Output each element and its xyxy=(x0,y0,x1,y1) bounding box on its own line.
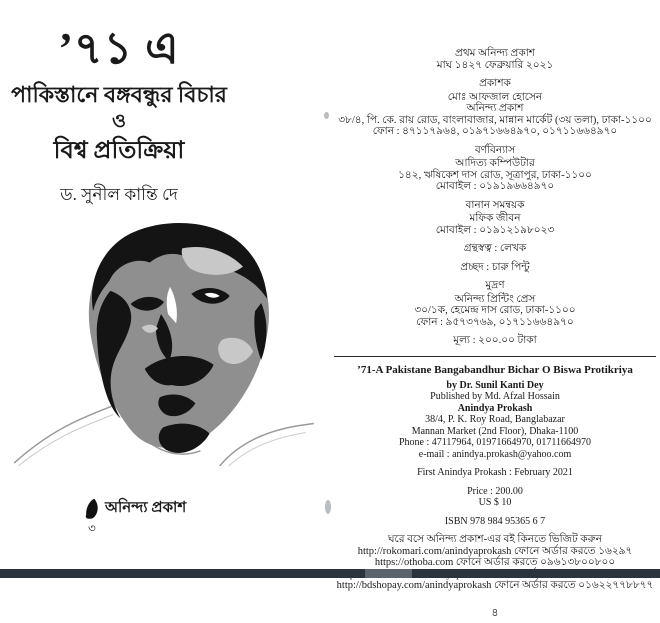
edition-line-2: মাঘ ১৪২৭ ফেব্রুয়ারি ২০২১ xyxy=(436,59,554,71)
anindya-prokash-logo-icon xyxy=(84,498,99,520)
scan-artifact xyxy=(324,112,329,119)
english-price-usd: US $ 10 xyxy=(478,497,512,508)
scan-artifact xyxy=(325,500,331,514)
cover-artist-line: প্রচ্ছদ : চারু পিন্টু xyxy=(460,261,530,273)
buy-online-heading: ঘরে বসে অনিন্দ্য প্রকাশ-এর বই কিনতে ভিজিট করুন xyxy=(387,534,603,545)
typesetting-heading: বর্ণবিন্যাস xyxy=(474,144,516,156)
book-title: ’৭১ এ xyxy=(58,24,180,73)
isbn-line: ISBN 978 984 95365 6 7 xyxy=(444,515,546,527)
publisher-phone: ফোন : ৪৭১১৭৯৬৪, ০১৯৭১৬৬৪৯৭০, ০১৭১১৬৬৪৯৭০ xyxy=(372,126,618,137)
typesetting-mobile: মোবাইল : ০১৯১৯৬৬৪৯৭০ xyxy=(435,181,555,192)
typesetting-address: ১৪২, ঋষিকেশ দাস রোড, সূত্রাপুর, ঢাকা-১১০০ xyxy=(398,169,592,181)
publisher-heading: প্রকাশক xyxy=(479,78,511,89)
edition-line-1: প্রথম অনিন্দ্য প্রকাশ xyxy=(455,48,535,59)
printing-press: অনিন্দ্য প্রিন্টিং প্রেস xyxy=(454,293,536,305)
spelling-name: মফিক জীবন xyxy=(469,213,521,224)
publisher-house: অনিন্দ্য প্রকাশ xyxy=(466,103,524,114)
bottom-window-bar-highlight xyxy=(365,569,412,578)
title-block xyxy=(0,0,238,210)
publisher-logo-text: অনিন্দ্য প্রকাশ xyxy=(105,500,187,516)
copyright-line: গ্রন্থস্বত্ব : লেখক xyxy=(463,243,527,254)
price-line: মূল্য : ২০০.০০ টাকা xyxy=(453,335,537,346)
publisher-logo-row xyxy=(84,496,186,521)
spelling-mobile: মোবাইল : ০১৯১২১৯৮০২৩ xyxy=(435,224,555,236)
copyright-column xyxy=(332,48,658,623)
english-email: e-mail : anindya.prokash@yahoo.com xyxy=(418,448,572,460)
english-address-2: Mannan Market (2nd Floor), Dhaka-1100 xyxy=(411,425,579,437)
publisher-name: মোঃ আফজাল হোসেন xyxy=(447,91,543,103)
book-subtitle-line3: বিশ্ব প্রতিক্রিয়া xyxy=(53,138,185,165)
copyright-page xyxy=(332,0,658,619)
typesetting-name: আদিত্য কম্পিউটার xyxy=(455,158,535,169)
left-page-number: ৩ xyxy=(88,521,96,535)
english-published-by: Published by Md. Afzal Hossain xyxy=(430,391,560,402)
printing-heading: মুদ্রণ xyxy=(485,280,505,291)
english-address-1: 38/4, P. K. Roy Road, Banglabazar xyxy=(425,414,565,425)
printing-address: ৩০/১ক, হেমেন্দ্র দাস রোড, ঢাকা-১১০০ xyxy=(414,305,576,316)
publisher-address: ৩৮/৪, পি. কে. রায় রোড, বাংলাবাজার, মান্নান মার্কেট (৩য় তলা), ঢাকা-১১০০ xyxy=(338,114,652,126)
printing-phone: ফোন : ৯৫৭৩৭৬৯, ০১৭১১৬৬৪৯৭০ xyxy=(416,316,574,328)
bangabandhu-portrait-illustration xyxy=(8,218,320,466)
english-price: Price : 200.00 xyxy=(467,485,523,497)
english-house: Anindya Prokash xyxy=(457,402,533,414)
order-line-rokomari: http://rokomari.com/anindyaprokash ফোনে অর্ডার করতে ১৬২৯৭ xyxy=(357,545,633,557)
english-first-edition: First Anindya Prokash : February 2021 xyxy=(417,467,573,478)
title-page xyxy=(0,0,330,569)
english-phone: Phone : 47117964, 01971664970, 01711664970 xyxy=(398,437,592,448)
section-divider xyxy=(334,356,656,357)
book-subtitle-line1: পাকিস্তানে বঙ্গবন্ধুর বিচার xyxy=(11,82,227,108)
order-line-othoba: https://othoba.com ফোনে অর্ডার করতে ০৯৬১৩৮০০৮০০ xyxy=(374,557,616,568)
spelling-heading: বানান সমন্বয়ক xyxy=(465,199,525,211)
order-line-bdshopay: http://bdshopay.com/anindyaprokash ফোনে অর্ডার করতে ০১৬২২৭৭৮৮৭৭ xyxy=(336,580,654,591)
author-name: ড. সুনীল কান্তি দে xyxy=(60,185,178,205)
english-byline: by Dr. Sunil Kanti Dey xyxy=(446,379,544,391)
english-title: ’71-A Pakistane Bangabandhur Bichar O Biswa Protikriya xyxy=(357,363,633,376)
bottom-window-bar xyxy=(0,569,660,578)
right-page-number: ৪ xyxy=(491,606,499,619)
book-subtitle-line2: ও xyxy=(112,110,126,132)
